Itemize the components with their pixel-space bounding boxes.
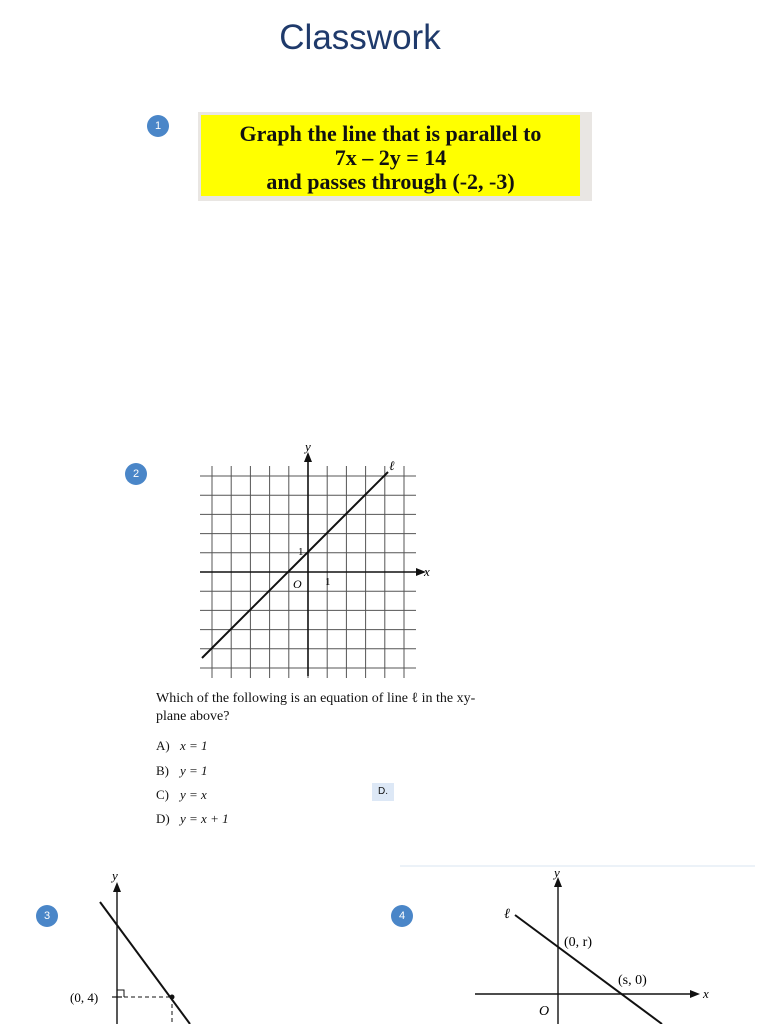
problem-number-badge: 3 [36, 905, 58, 927]
y-axis-label: y [112, 868, 118, 883]
x-axis-arrow [690, 990, 700, 998]
point-label: (0, 4) [70, 990, 99, 1005]
y-axis-arrow [113, 882, 121, 892]
choice-label: B) [156, 763, 169, 778]
line-l [515, 915, 662, 1024]
y-axis-label: y [554, 865, 560, 880]
choice-a [156, 738, 208, 754]
y-tick-label: 1 [298, 546, 304, 558]
prompt-line: and passes through (-2, -3) [266, 169, 515, 194]
choice-label: A) [156, 738, 170, 753]
right-angle-marker [117, 990, 124, 997]
choice-b [156, 763, 208, 779]
highlighted-prompt [201, 115, 580, 196]
line [100, 902, 190, 1024]
prompt-line: 7x – 2y = 14 [334, 145, 447, 170]
choice-equation: x = 1 [180, 738, 208, 753]
prompt-line: Graph the line that is parallel to [239, 121, 542, 146]
origin-label: O [293, 577, 302, 591]
x-axis-label: x [703, 986, 709, 1001]
answer-box: D. [372, 783, 394, 801]
x-axis-label: x [424, 564, 430, 579]
point-r-label: (0, r) [564, 935, 592, 950]
problem-number-badge: 1 [147, 115, 169, 137]
line-label: ℓ [389, 458, 395, 473]
x-tick-label: 1 [325, 576, 331, 588]
line-label: ℓ [504, 907, 510, 922]
question-text: Which of the following is an equation of line ℓ in the xy-plane above? [156, 691, 476, 724]
problem-2-graph [190, 438, 440, 688]
origin-label: O [539, 1004, 550, 1019]
choice-c [156, 787, 207, 803]
choice-equation: y = x + 1 [180, 811, 229, 826]
choice-label: C) [156, 787, 169, 802]
problem-1-prompt [198, 112, 592, 201]
problem-number-badge: 4 [391, 905, 413, 927]
y-axis-label: y [305, 439, 311, 454]
point-marker [170, 995, 175, 1000]
choice-label: D) [156, 811, 170, 826]
problem-number-badge: 2 [125, 463, 147, 485]
point-s-label: (s, 0) [618, 973, 647, 988]
choice-equation: y = 1 [180, 763, 208, 778]
page-title: Classwork [279, 18, 441, 57]
problem-4-graph [400, 865, 760, 1024]
problem-3-graph [60, 868, 220, 1024]
choice-equation: y = x [180, 787, 207, 802]
choice-d [156, 811, 229, 827]
